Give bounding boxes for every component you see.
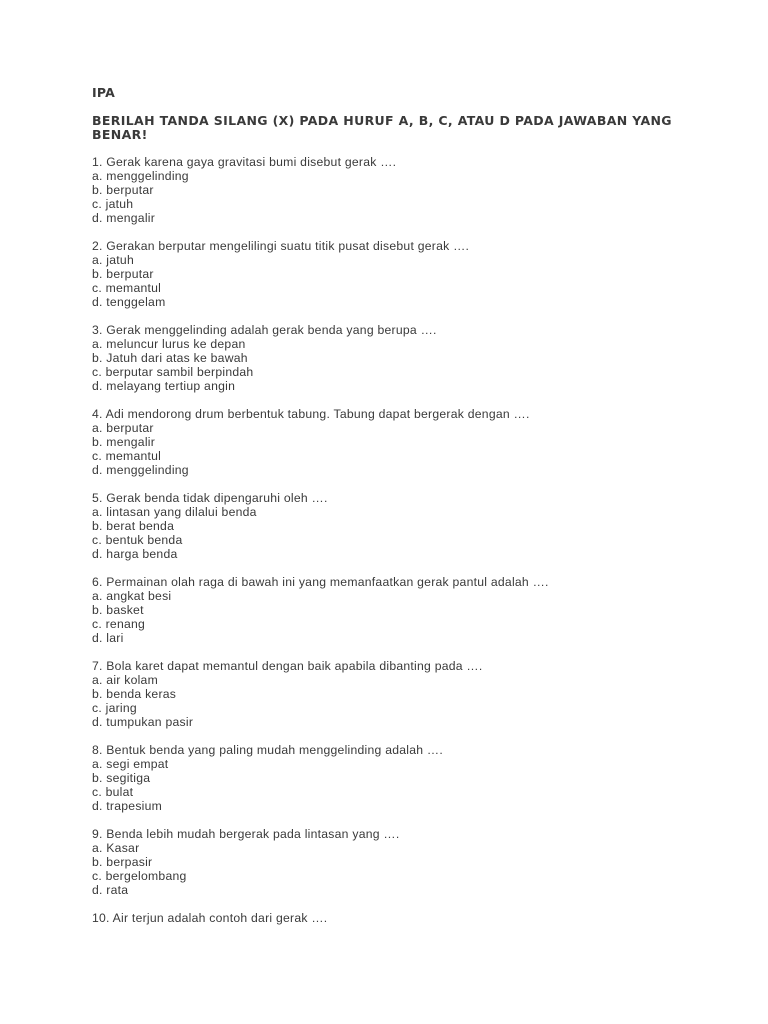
- option-a: a. segi empat: [92, 757, 169, 771]
- question-text: 7. Bola karet dapat memantul dengan baik apabila dibanting pada ….: [92, 659, 483, 673]
- question-1: [92, 155, 692, 225]
- question-text: 4. Adi mendorong drum berbentuk tabung. Tabung dapat bergerak dengan ….: [92, 407, 530, 421]
- question-text: 2. Gerakan berputar mengelilingi suatu titik pusat disebut gerak ….: [92, 239, 470, 253]
- option-a: a. lintasan yang dilalui benda: [92, 505, 257, 519]
- option-a: a. meluncur lurus ke depan: [92, 337, 246, 351]
- subject-title: IPA: [92, 85, 115, 100]
- option-d: d. menggelinding: [92, 463, 189, 477]
- option-d: d. melayang tertiup angin: [92, 379, 236, 393]
- option-d: d. rata: [92, 883, 129, 897]
- instruction-heading: BERILAH TANDA SILANG (X) PADA HURUF A, B, C, ATAU D PADA JAWABAN YANG BENAR!: [92, 113, 672, 142]
- option-a: a. angkat besi: [92, 589, 172, 603]
- option-d: d. tumpukan pasir: [92, 715, 194, 729]
- option-b: b. segitiga: [92, 771, 151, 785]
- option-c: c. renang: [92, 617, 146, 631]
- option-a: a. air kolam: [92, 673, 158, 687]
- option-c: c. bulat: [92, 785, 134, 799]
- question-text: 3. Gerak menggelinding adalah gerak benda yang berupa ….: [92, 323, 437, 337]
- option-c: c. jatuh: [92, 197, 134, 211]
- option-c: c. bergelombang: [92, 869, 187, 883]
- option-c: c. berputar sambil berpindah: [92, 365, 254, 379]
- option-b: b. mengalir: [92, 435, 156, 449]
- option-c: c. memantul: [92, 449, 162, 463]
- question-5: [92, 491, 692, 561]
- question-text: 1. Gerak karena gaya gravitasi bumi disebut gerak ….: [92, 155, 397, 169]
- question-7: [92, 659, 692, 729]
- question-10: [92, 911, 692, 925]
- question-text: 5. Gerak benda tidak dipengaruhi oleh ….: [92, 491, 328, 505]
- option-b: b. berputar: [92, 267, 154, 281]
- option-b: b. berpasir: [92, 855, 153, 869]
- option-c: c. jaring: [92, 701, 137, 715]
- question-3: [92, 323, 692, 393]
- option-d: d. lari: [92, 631, 124, 645]
- option-a: a. berputar: [92, 421, 154, 435]
- document-page: [92, 85, 692, 939]
- option-c: c. bentuk benda: [92, 533, 183, 547]
- option-b: b. benda keras: [92, 687, 177, 701]
- option-b: b. Jatuh dari atas ke bawah: [92, 351, 248, 365]
- option-d: d. mengalir: [92, 211, 156, 225]
- question-2: [92, 239, 692, 309]
- question-4: [92, 407, 692, 477]
- option-b: b. berat benda: [92, 519, 175, 533]
- option-b: b. berputar: [92, 183, 154, 197]
- option-a: a. menggelinding: [92, 169, 189, 183]
- question-8: [92, 743, 692, 813]
- option-a: a. jatuh: [92, 253, 134, 267]
- option-d: d. tenggelam: [92, 295, 166, 309]
- question-text: 9. Benda lebih mudah bergerak pada lintasan yang ….: [92, 827, 400, 841]
- question-text: 10. Air terjun adalah contoh dari gerak ….: [92, 911, 328, 925]
- option-a: a. Kasar: [92, 841, 140, 855]
- question-6: [92, 575, 692, 645]
- question-text: 6. Permainan olah raga di bawah ini yang memanfaatkan gerak pantul adalah ….: [92, 575, 549, 589]
- option-d: d. trapesium: [92, 799, 163, 813]
- question-text: 8. Bentuk benda yang paling mudah menggelinding adalah ….: [92, 743, 444, 757]
- option-d: d. harga benda: [92, 547, 178, 561]
- question-9: [92, 827, 692, 897]
- option-c: c. memantul: [92, 281, 162, 295]
- option-b: b. basket: [92, 603, 144, 617]
